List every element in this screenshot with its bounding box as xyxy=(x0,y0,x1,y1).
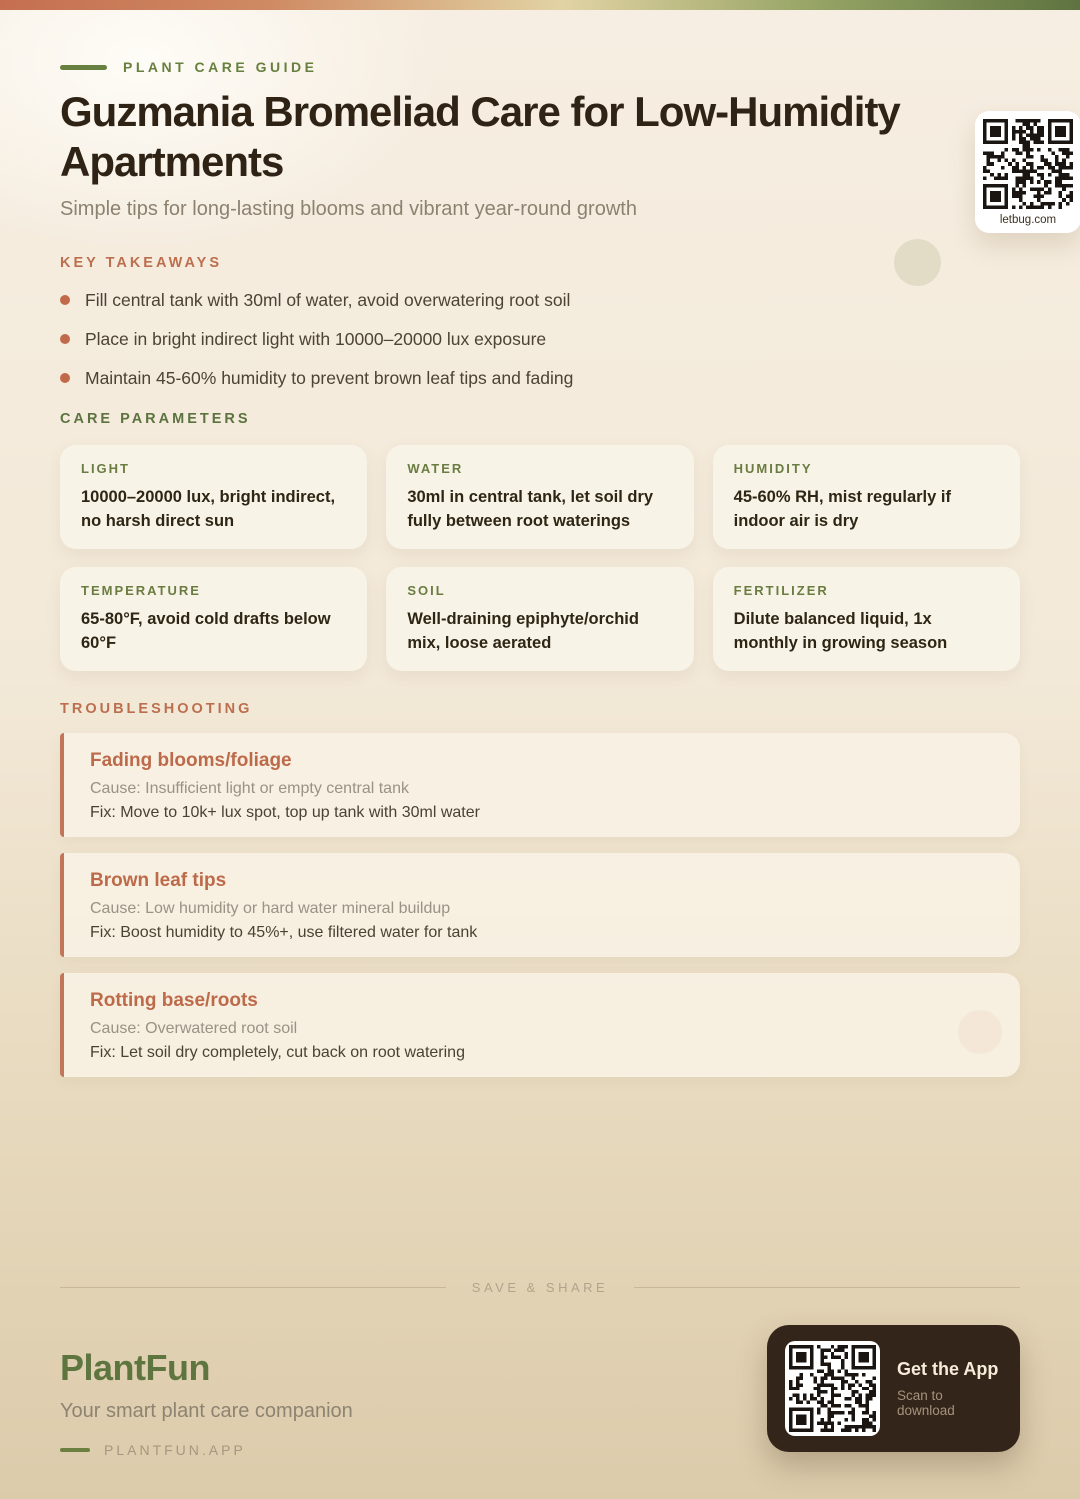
qr-code-icon xyxy=(983,119,1073,209)
divider-line xyxy=(634,1287,1020,1288)
takeaway-item xyxy=(60,366,1020,390)
care-card-humidity xyxy=(713,445,1020,549)
takeaway-item xyxy=(60,288,1020,312)
footer xyxy=(60,1280,1020,1458)
care-card-text: 30ml in central tank, let soil dry fully between root waterings xyxy=(407,488,654,530)
issue-cause: Cause: Low humidity or hard water mineral buildup xyxy=(90,900,451,917)
site-dash xyxy=(60,1448,90,1452)
takeaway-item xyxy=(60,327,1020,351)
get-app-card xyxy=(767,1325,1020,1452)
app-qr-code-icon xyxy=(789,1345,876,1432)
page-subtitle: Simple tips for long-lasting blooms and vibrant year-round growth xyxy=(60,198,637,220)
care-card-label: WATER xyxy=(407,461,464,476)
care-card-text: Dilute balanced liquid, 1x monthly in growing season xyxy=(733,610,948,652)
takeaway-text: Place in bright indirect light with 10000–20000 lux exposure xyxy=(85,329,547,349)
app-qr-box xyxy=(785,1341,880,1436)
qr-caption: letbug.com xyxy=(999,214,1057,226)
save-share-divider xyxy=(60,1280,1020,1295)
issue-title: Brown leaf tips xyxy=(90,870,227,891)
care-card-label: SOIL xyxy=(407,583,446,598)
issue-fix: Fix: Move to 10k+ lux spot, top up tank with 30ml water xyxy=(90,804,480,821)
footer-row xyxy=(60,1325,1020,1458)
troubleshooting-card-fading-blooms xyxy=(60,733,1020,837)
care-card-text: Well-draining epiphyte/orchid mix, loose aerated xyxy=(407,610,639,652)
takeaway-text: Maintain 45-60% humidity to prevent brown leaf tips and fading xyxy=(85,368,574,388)
site-url: PLANTFUN.APP xyxy=(104,1442,246,1458)
divider-line xyxy=(60,1287,446,1288)
share-qr-card xyxy=(975,111,1080,233)
brand-tagline: Your smart plant care companion xyxy=(60,1400,353,1422)
brand-logo: PlantFun xyxy=(60,1347,210,1388)
issue-title: Fading blooms/foliage xyxy=(90,750,292,771)
bullet-dot-icon xyxy=(60,334,70,344)
care-card-fertilizer xyxy=(713,567,1020,671)
care-card-text: 10000–20000 lux, bright indirect, no harsh direct sun xyxy=(81,488,336,530)
brand-block xyxy=(60,1325,353,1458)
bullet-dot-icon xyxy=(60,295,70,305)
care-parameters-heading: CARE PARAMETERS xyxy=(60,411,251,427)
issue-title: Rotting base/roots xyxy=(90,990,258,1011)
care-card-label: TEMPERATURE xyxy=(81,583,201,598)
care-card-light xyxy=(60,445,367,549)
care-card-label: FERTILIZER xyxy=(733,583,829,598)
care-parameters-grid xyxy=(60,445,1020,671)
care-card-label: LIGHT xyxy=(81,461,130,476)
eyebrow-label: PLANT CARE GUIDE xyxy=(123,59,318,75)
decor-circle-bottom xyxy=(958,1010,1002,1054)
troubleshooting-heading: TROUBLESHOOTING xyxy=(60,701,253,717)
care-card-text: 65-80°F, avoid cold drafts below 60°F xyxy=(81,610,331,652)
issue-cause: Cause: Insufficient light or empty central tank xyxy=(90,780,409,797)
app-card-subtitle: Scan to download xyxy=(897,1388,955,1418)
content xyxy=(0,59,1080,1077)
header-eyebrow-row xyxy=(60,59,1020,75)
care-card-text: 45-60% RH, mist regularly if indoor air is dry xyxy=(733,488,951,530)
care-card-temperature xyxy=(60,567,367,671)
top-gradient-strip xyxy=(0,0,1080,10)
care-card-label: HUMIDITY xyxy=(733,461,813,476)
bullet-dot-icon xyxy=(60,373,70,383)
site-row xyxy=(60,1442,353,1458)
divider-label: SAVE & SHARE xyxy=(471,1280,609,1295)
takeaway-list xyxy=(60,288,1020,390)
troubleshooting-card-brown-tips xyxy=(60,853,1020,957)
care-card-soil xyxy=(386,567,693,671)
takeaway-text: Fill central tank with 30ml of water, avoid overwatering root soil xyxy=(85,290,571,310)
takeaways-heading: KEY TAKEAWAYS xyxy=(60,255,223,271)
app-card-text xyxy=(897,1359,1002,1418)
issue-fix: Fix: Let soil dry completely, cut back on root watering xyxy=(90,1044,465,1061)
issue-fix: Fix: Boost humidity to 45%+, use filtered water for tank xyxy=(90,924,478,941)
eyebrow-dash xyxy=(60,65,107,70)
page-title: Guzmania Bromeliad Care for Low-Humidity Apartments xyxy=(60,88,900,185)
issue-cause: Cause: Overwatered root soil xyxy=(90,1020,298,1037)
app-card-title: Get the App xyxy=(897,1359,999,1379)
troubleshooting-card-rotting-base xyxy=(60,973,1020,1077)
care-card-water xyxy=(386,445,693,549)
